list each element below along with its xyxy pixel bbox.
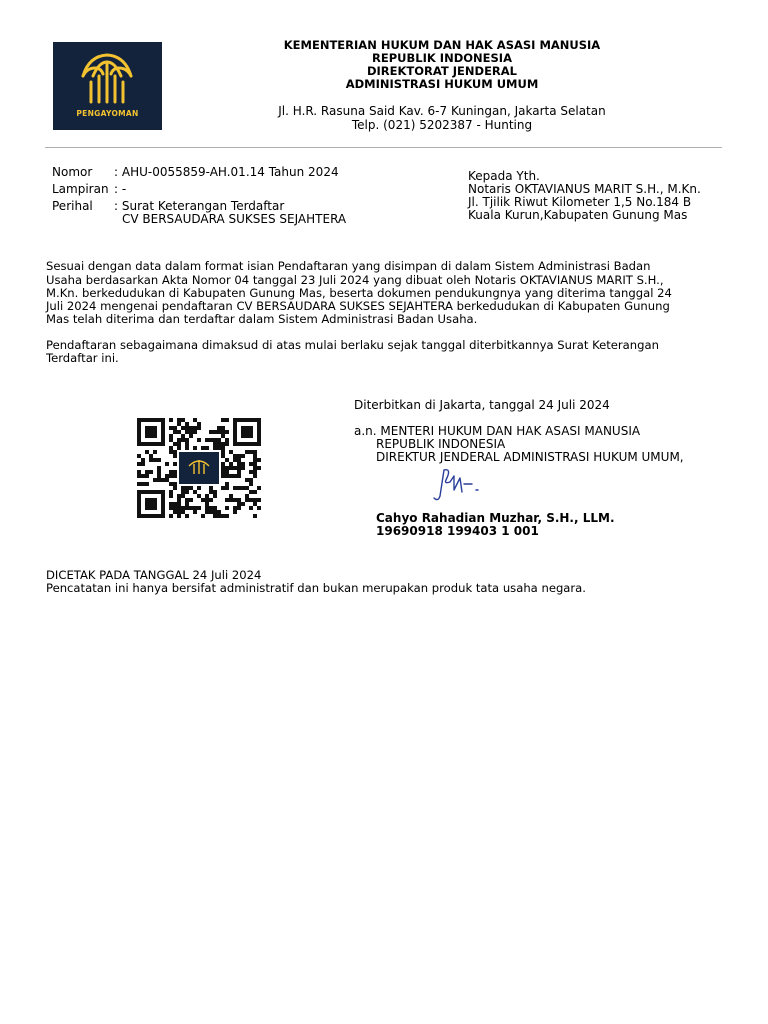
- signatory-on-behalf: a.n. MENTERI HUKUM DAN HAK ASASI MANUSIA: [354, 424, 641, 438]
- signatory-nip: 19690918 199403 1 001: [376, 524, 539, 538]
- issued-place-date: Diterbitkan di Jakarta, tanggal 24 Juli 2024: [354, 398, 610, 412]
- signatory-position: DIREKTUR JENDERAL ADMINISTRASI HUKUM UMUM,: [376, 450, 684, 464]
- body-para1-line3: M.Kn. berkedudukan di Kabupaten Gunung Mas, beserta dokumen pendukungnya yang diterima tanggal 24: [46, 286, 672, 300]
- body-para1-line1: Sesuai dengan data dalam format isian Pendaftaran yang disimpan di dalam Sistem Administrasi Badan: [46, 259, 651, 273]
- perihal-label: Perihal: [52, 199, 93, 213]
- signatory-country: REPUBLIK INDONESIA: [376, 437, 506, 451]
- perihal-value: : Surat Keterangan Terdaftar: [114, 199, 285, 213]
- recipient-salutation: Kepada Yth.: [468, 169, 540, 183]
- header-divider: [45, 147, 722, 148]
- recipient-city: Kuala Kurun,Kabupaten Gunung Mas: [468, 208, 688, 222]
- header-division: ADMINISTRASI HUKUM UMUM: [345, 77, 539, 91]
- body-para1-line5: Mas telah diterima dan terdaftar dalam Sistem Administrasi Badan Usaha.: [46, 312, 478, 326]
- body-para2-line1: Pendaftaran sebagaimana dimaksud di atas mulai berlaku sejak tanggal diterbitkannya Surat Keterangan: [46, 338, 659, 352]
- qr-code: [137, 418, 261, 518]
- ministry-logo: [53, 42, 162, 130]
- lampiran-value: : -: [114, 182, 127, 196]
- qr-code-graphic: [137, 418, 261, 518]
- body-para1-line4: Juli 2024 mengenai pendaftaran CV BERSAUDARA SUKSES SEJAHTERA berkedudukan di Kabupaten Gunung: [46, 299, 670, 313]
- header-country: REPUBLIK INDONESIA: [372, 51, 512, 65]
- printed-date: DICETAK PADA TANGGAL 24 Juli 2024: [46, 568, 262, 582]
- logo-label: PENGAYOMAN: [76, 109, 139, 118]
- signatory-name: Cahyo Rahadian Muzhar, S.H., LLM.: [376, 511, 615, 525]
- recipient-name: Notaris OKTAVIANUS MARIT S.H., M.Kn.: [468, 182, 701, 196]
- body-para1-line2: Usaha berdasarkan Akta Nomor 04 tanggal 23 Juli 2024 yang dibuat oleh Notaris OKTAVIANUS MARIT S.H.,: [46, 273, 664, 287]
- recipient-address: Jl. Tjilik Riwut Kilometer 1,5 No.184 B: [468, 195, 692, 209]
- header-ministry: KEMENTERIAN HUKUM DAN HAK ASASI MANUSIA: [283, 38, 601, 52]
- handwritten-signature: [432, 466, 482, 506]
- header-phone: Telp. (021) 5202387 - Hunting: [351, 118, 533, 132]
- header-directorate: DIREKTORAT JENDERAL: [366, 64, 518, 78]
- lampiran-label: Lampiran: [52, 182, 109, 196]
- perihal-company: CV BERSAUDARA SUKSES SEJAHTERA: [122, 212, 347, 226]
- nomor-label: Nomor: [52, 165, 93, 179]
- footer-note: Pencatatan ini hanya bersifat administratif dan bukan merupakan produk tata usaha negara.: [46, 581, 586, 595]
- body-para2-line2: Terdaftar ini.: [46, 351, 119, 365]
- nomor-value: : AHU-0055859-AH.01.14 Tahun 2024: [114, 165, 339, 179]
- header-address: Jl. H.R. Rasuna Said Kav. 6-7 Kuningan, Jakarta Selatan: [278, 104, 606, 118]
